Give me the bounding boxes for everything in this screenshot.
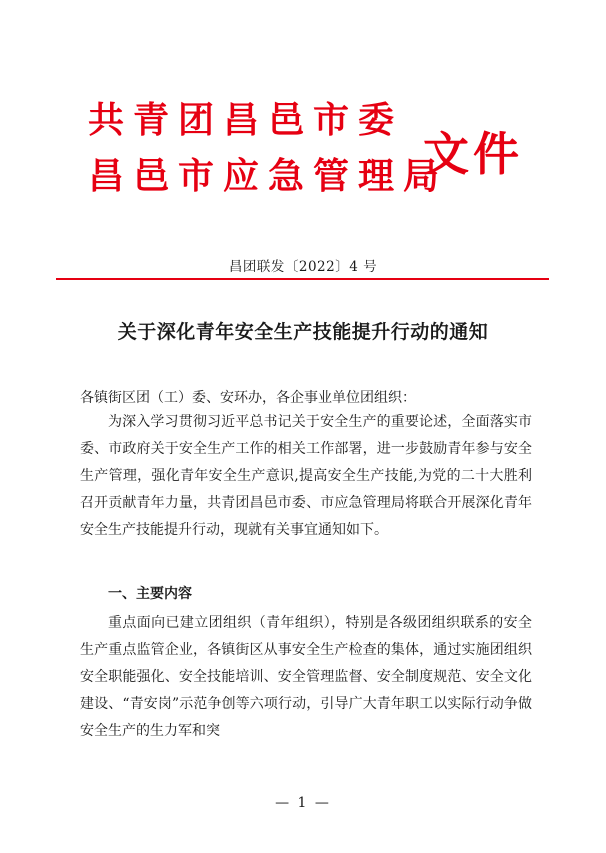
- issuing-org-2: 昌邑市应急管理局: [88, 155, 449, 197]
- red-divider-line: [56, 278, 549, 280]
- document-title: 关于深化青年安全生产技能提升行动的通知: [117, 321, 489, 343]
- page-number: — 1 —: [275, 795, 331, 811]
- body-paragraph-1: 为深入学习贯彻习近平总书记关于安全生产的重要论述，全面落实市委、市政府关于安全生产工作的相关工作部署，进一步鼓励青年参与安全生产管理，强化青年安全生产意识,提高安全生产技能,为党的二十大胜利召开贡献青年力量，共青团昌邑市委、市应急管理局将联合开展深化青年安全生产技能提升行动，现就有关事宜通知如下。: [80, 414, 532, 538]
- red-header: [88, 98, 538, 208]
- document-label: 文件: [423, 127, 523, 181]
- section-heading-1: 一、主要内容: [108, 586, 192, 602]
- document-number: 昌团联发〔2022〕4 号: [228, 259, 378, 275]
- addressee: 各镇街区团（工）委、安环办，各企事业单位团组织：: [80, 390, 416, 406]
- issuing-org-1: 共青团昌邑市委: [88, 99, 404, 141]
- body-paragraph-2: 重点面向已建立团组织（青年组织），特别是各级团组织联系的安全生产重点监管企业，各镇街区从事安全生产检查的集体，通过实施团组织安全职能强化、安全技能培训、安全管理监督、安全制度规范、安全文化建设、“青安岗”示范争创等六项行动，引导广大青年职工以实际行动争做安全生产的生力军和突: [80, 615, 532, 739]
